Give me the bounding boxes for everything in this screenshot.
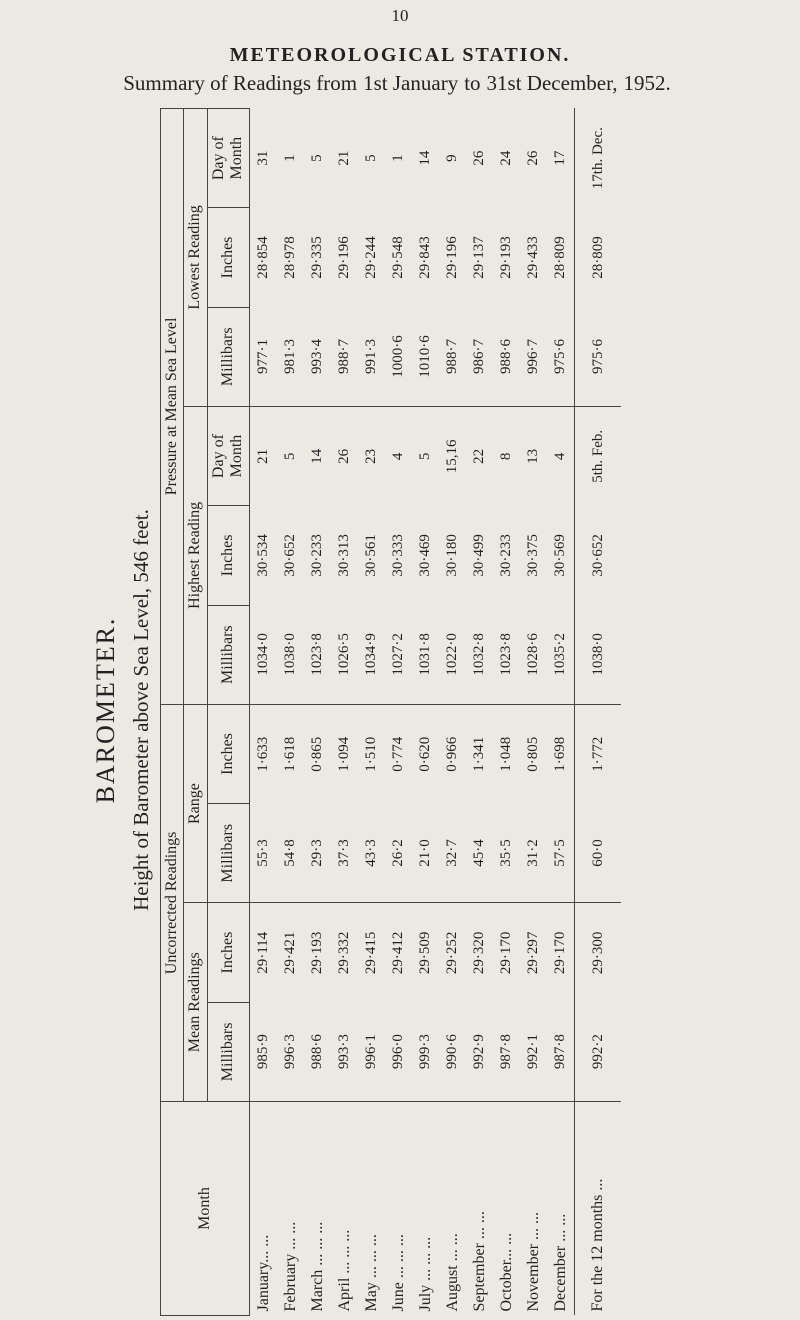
- lowest-millibars-cell: 988·7: [439, 307, 466, 406]
- range-millibars-header: Millibars: [207, 804, 249, 903]
- barometer-height-note: Height of Barometer above Sea Level, 546 feet.: [129, 509, 153, 911]
- lowest-millibars-cell: 977·1: [249, 307, 277, 406]
- range-inches-cell: 1·048: [497, 736, 514, 772]
- range-millibars-cell: 57·5: [547, 804, 575, 903]
- mean-millibars-cell: 999·3: [412, 1002, 439, 1101]
- lowest-inches-cell: 29·196: [443, 236, 460, 279]
- range-inches-cell: 0·805: [524, 736, 541, 772]
- highest-day-cell: 5: [281, 452, 298, 461]
- highest-inches-cell: 30·333: [389, 534, 406, 577]
- highest-millibars-cell: 1031·8: [412, 605, 439, 704]
- uncorrected-header: Uncorrected Readings: [161, 704, 184, 1101]
- highest-inches-cell: 30·652: [574, 506, 621, 605]
- lowest-day-cell: 5: [308, 154, 325, 162]
- mean-millibars-cell: 985·9: [249, 1002, 277, 1101]
- subtitle-prefix: Summary of Readings from: [123, 71, 358, 95]
- range-millibars-cell: 43·3: [358, 804, 385, 903]
- lowest-day-cell: 14: [416, 150, 433, 166]
- month-header: Month: [161, 1102, 250, 1316]
- lowest-inches-cell: 28·978: [281, 236, 298, 279]
- lowest-millibars-cell: 1010·6: [412, 307, 439, 406]
- lowest-millibars-cell: 988·7: [331, 307, 358, 406]
- mean-millibars-cell: 990·6: [439, 1002, 466, 1101]
- range-millibars-cell: 21·0: [412, 804, 439, 903]
- table-row: [249, 109, 277, 1316]
- lowest-millibars-cell: 993·4: [304, 307, 331, 406]
- range-millibars-cell: 26·2: [385, 804, 412, 903]
- lowest-day-header: Day of Month: [207, 109, 249, 208]
- highest-millibars-cell: 1022·0: [439, 605, 466, 704]
- highest-day-cell: 4: [389, 452, 406, 461]
- page-number: 10: [391, 6, 409, 25]
- mean-millibars-cell: 996·0: [385, 1002, 412, 1101]
- mean-inches-cell: 29·332: [335, 931, 352, 975]
- highest-inches-header: Inches: [207, 506, 249, 605]
- highest-millibars-cell: 1034·0: [249, 605, 277, 704]
- mean-inches-cell: 29·297: [524, 931, 541, 975]
- table-row: [439, 109, 466, 1316]
- range-millibars-cell: 54·8: [277, 804, 304, 903]
- highest-reading-header: Highest Reading: [184, 406, 207, 704]
- mean-millibars-cell: 992·1: [520, 1002, 547, 1101]
- range-millibars-cell: 29·3: [304, 804, 331, 903]
- lowest-day-cell: 31: [254, 150, 271, 166]
- month-cell: December ... ...: [551, 1213, 569, 1312]
- highest-inches-cell: 30·652: [281, 534, 298, 577]
- mean-millibars-cell: 992·2: [574, 1002, 621, 1101]
- highest-millibars-cell: 1035·2: [547, 605, 575, 704]
- month-cell: March ... ... ...: [308, 1221, 326, 1312]
- range-inches-cell: 1·094: [335, 736, 352, 772]
- range-inches-cell: 1·772: [574, 704, 621, 803]
- mean-millibars-cell: 992·9: [466, 1002, 493, 1101]
- lowest-inches-cell: 29·244: [362, 236, 379, 279]
- lowest-millibars-cell: 991·3: [358, 307, 385, 406]
- subtitle-to: 31st December,: [486, 71, 618, 95]
- range-inches-cell: 1·633: [254, 736, 271, 772]
- page-subtitle: [0, 71, 800, 96]
- lowest-millibars-cell: 975·6: [547, 307, 575, 406]
- highest-millibars-cell: 1032·8: [466, 605, 493, 704]
- highest-millibars-cell: 1027·2: [385, 605, 412, 704]
- mean-readings-header: Mean Readings: [184, 903, 207, 1102]
- subtitle-to-word: to: [464, 71, 481, 95]
- highest-millibars-cell: 1038·0: [574, 605, 621, 704]
- lowest-millibars-cell: 981·3: [277, 307, 304, 406]
- highest-day-cell: 4: [551, 452, 568, 461]
- highest-inches-cell: 30·469: [416, 534, 433, 577]
- mean-millibars-header: Millibars: [207, 1002, 249, 1101]
- mean-inches-cell: 29·252: [443, 931, 460, 975]
- lowest-millibars-cell: 986·7: [466, 307, 493, 406]
- highest-millibars-cell: 1023·8: [493, 605, 520, 704]
- lowest-inches-cell: 29·548: [389, 236, 406, 279]
- mean-inches-cell: 29·415: [362, 931, 379, 975]
- mean-millibars-cell: 988·6: [304, 1002, 331, 1101]
- mean-inches-header: Inches: [207, 903, 249, 1002]
- lowest-day-cell: 17: [551, 150, 568, 166]
- range-millibars-cell: 32·7: [439, 804, 466, 903]
- table-row: [493, 109, 520, 1316]
- highest-day-cell: 26: [335, 448, 352, 464]
- month-cell: May ... ... ...: [362, 1234, 380, 1312]
- mean-inches-cell: 29·170: [551, 931, 568, 975]
- highest-millibars-cell: 1028·6: [520, 605, 547, 704]
- range-millibars-cell: 37·3: [331, 804, 358, 903]
- pressure-header: Pressure at Mean Sea Level: [161, 109, 184, 705]
- highest-inches-cell: 30·561: [362, 534, 379, 577]
- lowest-day-cell: 24: [497, 150, 514, 166]
- range-millibars-cell: 31·2: [520, 804, 547, 903]
- highest-millibars-cell: 1023·8: [304, 605, 331, 704]
- lowest-day-cell: 26: [524, 150, 541, 166]
- highest-inches-cell: 30·313: [335, 534, 352, 577]
- month-cell: June ... ... ...: [389, 1234, 407, 1312]
- table-row: [412, 109, 439, 1316]
- month-cell: For the 12 months ...: [574, 1102, 621, 1316]
- lowest-day-cell: 5: [362, 154, 379, 162]
- lowest-day-cell: 17th. Dec.: [574, 109, 621, 208]
- table-row: [277, 109, 304, 1316]
- range-inches-cell: 0·774: [389, 736, 406, 772]
- month-cell: July ... ... ...: [416, 1236, 434, 1312]
- lowest-millibars-cell: 988·6: [493, 307, 520, 406]
- highest-inches-cell: 30·375: [524, 534, 541, 577]
- page-title: METEOROLOGICAL STATION.: [229, 44, 571, 66]
- highest-day-cell: 5: [416, 452, 433, 461]
- highest-day-cell: 8: [497, 452, 514, 461]
- mean-millibars-cell: 996·1: [358, 1002, 385, 1101]
- highest-inches-cell: 30·180: [443, 534, 460, 577]
- lowest-reading-header: Lowest Reading: [184, 109, 207, 407]
- lowest-day-cell: 21: [335, 150, 352, 166]
- highest-inches-cell: 30·233: [497, 534, 514, 577]
- highest-inches-cell: 30·569: [551, 534, 568, 577]
- highest-millibars-header: Millibars: [207, 605, 249, 704]
- lowest-millibars-cell: 996·7: [520, 307, 547, 406]
- lowest-day-cell: 1: [389, 154, 406, 162]
- highest-millibars-cell: 1026·5: [331, 605, 358, 704]
- table-row: [520, 109, 547, 1316]
- highest-inches-cell: 30·499: [470, 534, 487, 577]
- range-inches-cell: 0·966: [443, 736, 460, 772]
- lowest-inches-cell: 29·433: [524, 236, 541, 279]
- barometer-table-wrapper: [160, 108, 750, 1316]
- lowest-inches-cell: 28·854: [254, 236, 271, 279]
- range-header: Range: [184, 704, 207, 903]
- range-millibars-cell: 35·5: [493, 804, 520, 903]
- month-cell: February ... ...: [281, 1221, 299, 1312]
- highest-day-cell: 23: [362, 448, 379, 464]
- lowest-inches-cell: 29·335: [308, 236, 325, 279]
- highest-day-cell: 21: [254, 448, 271, 464]
- highest-day-cell: 22: [470, 448, 487, 464]
- range-millibars-cell: 45·4: [466, 804, 493, 903]
- highest-day-header: Day of Month: [207, 406, 249, 505]
- table-row: [304, 109, 331, 1316]
- highest-day-cell: 14: [308, 448, 325, 464]
- lowest-day-cell: 1: [281, 154, 298, 162]
- lowest-millibars-header: Millibars: [207, 307, 249, 406]
- lowest-millibars-cell: 975·6: [574, 307, 621, 406]
- range-millibars-cell: 55·3: [249, 804, 277, 903]
- barometer-title: BAROMETER.: [91, 616, 120, 804]
- month-cell: September ... ...: [470, 1211, 488, 1312]
- highest-day-cell: 5th. Feb.: [574, 406, 621, 505]
- barometer-table: [160, 108, 621, 1316]
- lowest-inches-cell: 29·137: [470, 236, 487, 279]
- lowest-day-cell: 9: [443, 154, 460, 162]
- range-inches-cell: 1·341: [470, 736, 487, 772]
- mean-inches-cell: 29·509: [416, 931, 433, 975]
- mean-inches-cell: 29·193: [308, 931, 325, 975]
- highest-inches-cell: 30·233: [308, 534, 325, 577]
- mean-millibars-cell: 996·3: [277, 1002, 304, 1101]
- mean-inches-cell: 29·114: [254, 931, 271, 974]
- lowest-inches-cell: 29·843: [416, 236, 433, 279]
- month-cell: January... ...: [254, 1234, 272, 1312]
- subtitle-year: 1952.: [623, 71, 671, 95]
- mean-inches-cell: 29·421: [281, 931, 298, 975]
- annual-total-row: [574, 109, 621, 1316]
- lowest-millibars-cell: 1000·6: [385, 307, 412, 406]
- month-cell: August ... ...: [443, 1233, 461, 1312]
- month-cell: October... ...: [497, 1232, 515, 1312]
- subtitle-from: 1st January: [363, 71, 459, 95]
- lowest-inches-cell: 29·196: [335, 236, 352, 279]
- mean-inches-cell: 29·300: [574, 903, 621, 1002]
- highest-day-cell: 15,16: [443, 439, 460, 474]
- mean-inches-cell: 29·320: [470, 931, 487, 975]
- table-row: [547, 109, 575, 1316]
- range-inches-cell: 1·510: [362, 736, 379, 772]
- highest-millibars-cell: 1034·9: [358, 605, 385, 704]
- range-millibars-cell: 60·0: [574, 804, 621, 903]
- range-inches-cell: 1·618: [281, 736, 298, 772]
- range-inches-cell: 1·698: [551, 736, 568, 772]
- table-row: [385, 109, 412, 1316]
- highest-inches-cell: 30·534: [254, 534, 271, 577]
- month-cell: November ... ...: [524, 1211, 542, 1312]
- highest-millibars-cell: 1038·0: [277, 605, 304, 704]
- mean-inches-cell: 29·170: [497, 931, 514, 975]
- mean-millibars-cell: 987·8: [547, 1002, 575, 1101]
- table-row: [358, 109, 385, 1316]
- lowest-inches-header: Inches: [207, 208, 249, 307]
- lowest-inches-cell: 28·809: [574, 208, 621, 307]
- barometer-heading: [75, 110, 165, 1310]
- mean-millibars-cell: 993·3: [331, 1002, 358, 1101]
- lowest-inches-cell: 29·193: [497, 236, 514, 279]
- mean-millibars-cell: 987·8: [493, 1002, 520, 1101]
- range-inches-header: Inches: [207, 704, 249, 803]
- mean-inches-cell: 29·412: [389, 931, 406, 975]
- table-row: [331, 109, 358, 1316]
- month-cell: April ... ... ...: [335, 1229, 353, 1312]
- range-inches-cell: 0·865: [308, 736, 325, 772]
- lowest-day-cell: 26: [470, 150, 487, 166]
- lowest-inches-cell: 28·809: [551, 236, 568, 279]
- highest-day-cell: 13: [524, 448, 541, 464]
- table-row: [466, 109, 493, 1316]
- range-inches-cell: 0·620: [416, 736, 433, 772]
